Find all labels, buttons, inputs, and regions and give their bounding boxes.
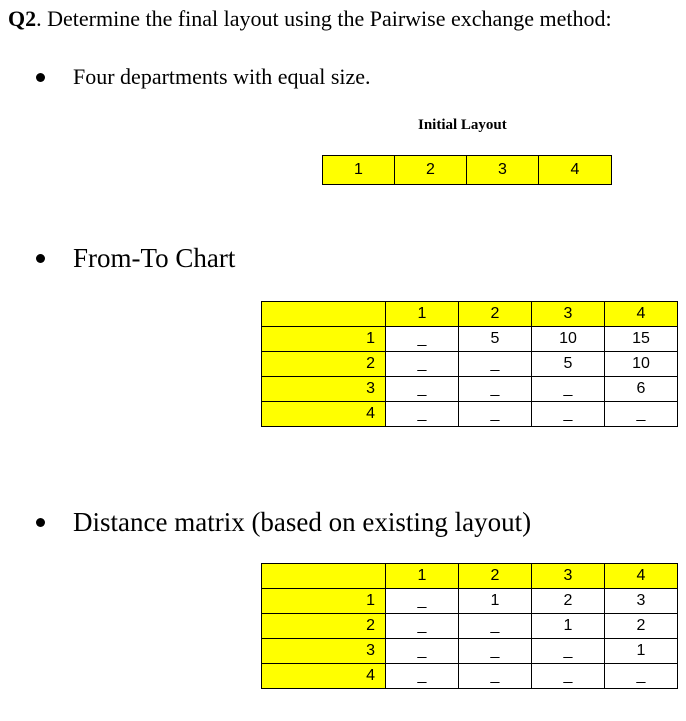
table-header-row <box>262 302 678 327</box>
table-cell: 1 <box>532 614 605 639</box>
table-cell: _ <box>605 402 678 427</box>
table-cell: _ <box>386 664 459 689</box>
question-text: . Determine the final layout using the Pairwise exchange method: <box>36 6 612 31</box>
from-to-chart-table <box>261 301 678 427</box>
table-cell: 3 <box>605 589 678 614</box>
bullet-distance <box>36 507 531 538</box>
column-header: 3 <box>532 564 605 589</box>
column-header: 4 <box>605 564 678 589</box>
bullet-from-to <box>36 243 235 274</box>
column-header: 2 <box>459 302 532 327</box>
row-header: 2 <box>262 352 386 377</box>
table-row <box>262 664 678 689</box>
table-row <box>262 589 678 614</box>
bullet-dot-icon <box>36 518 45 527</box>
column-header: 1 <box>386 564 459 589</box>
table-cell: _ <box>532 402 605 427</box>
table-cell: _ <box>386 402 459 427</box>
table-cell: _ <box>459 614 532 639</box>
table-row <box>262 352 678 377</box>
row-header: 4 <box>262 402 386 427</box>
table-row <box>262 377 678 402</box>
table-header-row <box>262 564 678 589</box>
row-header: 4 <box>262 664 386 689</box>
table-cell: 2 <box>605 614 678 639</box>
bullet-departments-text: Four departments with equal size. <box>73 64 371 89</box>
bullet-distance-text: Distance matrix (based on existing layout) <box>73 507 532 537</box>
table-cell: 6 <box>605 377 678 402</box>
table-cell: _ <box>459 377 532 402</box>
row-header: 3 <box>262 377 386 402</box>
table-cell: 15 <box>605 327 678 352</box>
table-cell: 10 <box>532 327 605 352</box>
table-cell: _ <box>386 614 459 639</box>
table-cell: _ <box>459 352 532 377</box>
table-cell: _ <box>386 589 459 614</box>
column-header: 3 <box>532 302 605 327</box>
row-header: 2 <box>262 614 386 639</box>
bullet-departments <box>36 64 371 90</box>
initial-layout-strip <box>322 155 612 185</box>
column-header: 4 <box>605 302 678 327</box>
table-corner-cell <box>262 302 386 327</box>
table-cell: 1 <box>605 639 678 664</box>
bullet-from-to-text: From-To Chart <box>73 243 236 273</box>
table-cell: 5 <box>532 352 605 377</box>
table-cell: _ <box>386 639 459 664</box>
table-cell: _ <box>532 639 605 664</box>
row-header: 1 <box>262 589 386 614</box>
initial-layout-caption: Initial Layout <box>418 117 507 133</box>
table-cell: _ <box>459 402 532 427</box>
table-cell: 5 <box>459 327 532 352</box>
distance-matrix-table <box>261 563 678 689</box>
table-row <box>262 614 678 639</box>
bullet-dot-icon <box>36 73 45 82</box>
table-cell: _ <box>386 352 459 377</box>
initial-layout-cell: 3 <box>467 156 539 184</box>
initial-layout-cell: 4 <box>570 161 580 178</box>
table-cell: _ <box>386 327 459 352</box>
table-cell: _ <box>386 377 459 402</box>
table-cell: _ <box>459 639 532 664</box>
table-cell: _ <box>605 664 678 689</box>
question-label: Q2 <box>8 6 37 31</box>
table-row <box>262 402 678 427</box>
table-cell: 10 <box>605 352 678 377</box>
table-corner-cell <box>262 564 386 589</box>
row-header: 3 <box>262 639 386 664</box>
column-header: 1 <box>386 302 459 327</box>
initial-layout-cell: 2 <box>395 156 467 184</box>
column-header: 2 <box>459 564 532 589</box>
initial-layout-cell: 1 <box>323 156 395 184</box>
question-heading <box>8 6 612 32</box>
table-cell: 2 <box>532 589 605 614</box>
table-cell: _ <box>532 377 605 402</box>
row-header: 1 <box>262 327 386 352</box>
table-cell: _ <box>459 664 532 689</box>
table-row <box>262 327 678 352</box>
table-row <box>262 639 678 664</box>
table-cell: 1 <box>459 589 532 614</box>
table-cell: _ <box>532 664 605 689</box>
bullet-dot-icon <box>36 254 45 263</box>
